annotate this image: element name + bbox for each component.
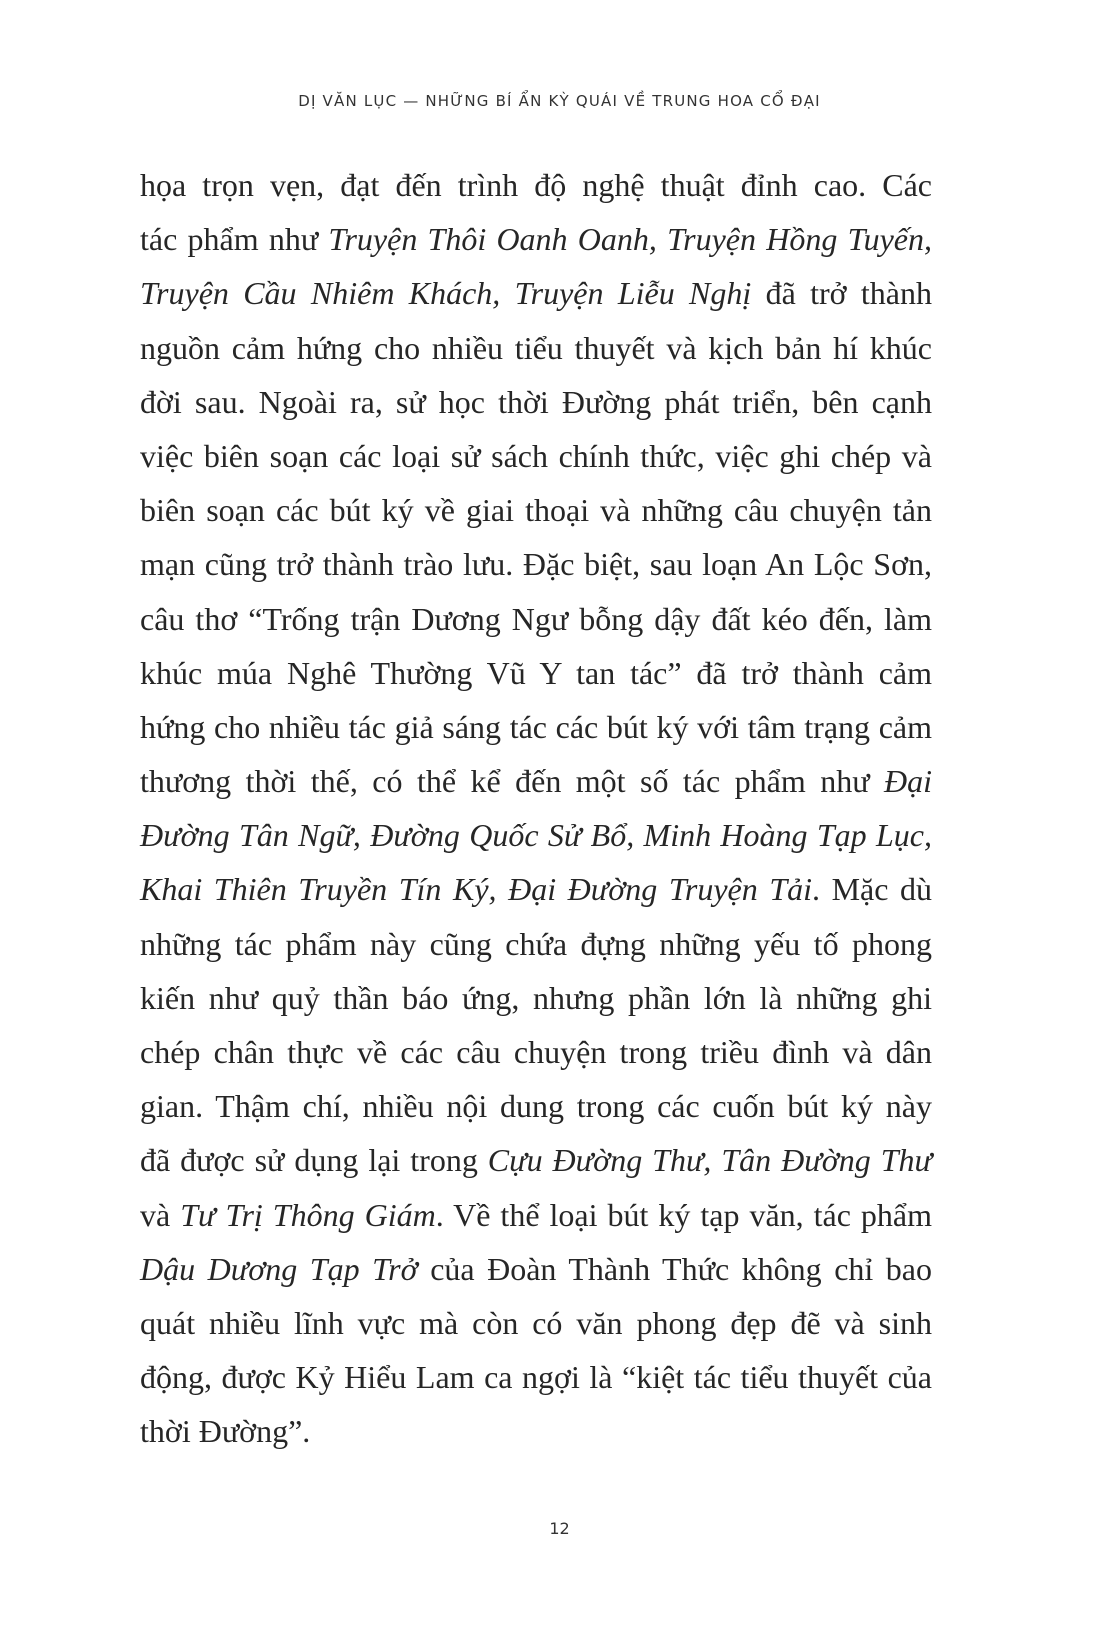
text-run: . Mặc dù xyxy=(812,871,933,908)
italic-title: Truyện Cầu Nhiêm Khách, Truyện Liễu Nghị xyxy=(140,275,752,312)
text-line xyxy=(140,808,932,862)
page-number: 12 xyxy=(549,1519,570,1538)
text-line xyxy=(140,537,932,591)
text-run: của Đoàn Thành Thức không chỉ bao xyxy=(417,1250,933,1287)
text-line xyxy=(140,646,932,700)
italic-title: Cựu Đường Thư, Tân Đường Thư xyxy=(487,1142,933,1179)
italic-title: Tư Trị Thông Giám xyxy=(180,1196,436,1233)
text-line xyxy=(140,1188,932,1242)
text-run: đã được sử dụng lại trong xyxy=(140,1142,488,1179)
text-line xyxy=(140,1133,932,1187)
text-line xyxy=(140,971,932,1025)
text-run: nguồn cảm hứng cho nhiều tiểu thuyết và kịch bản hí khúc xyxy=(140,329,932,366)
text-run: những tác phẩm này cũng chứa đựng những yếu tố phong xyxy=(140,925,932,962)
text-line xyxy=(140,212,932,266)
text-line xyxy=(140,1350,932,1404)
text-run: kiến như quỷ thần báo ứng, nhưng phần lớn là những ghi xyxy=(140,979,932,1016)
text-line xyxy=(140,321,932,375)
text-run: động, được Kỷ Hiểu Lam ca ngợi là “kiệt tác tiểu thuyết của xyxy=(140,1359,932,1396)
italic-title: Dậu Dương Tạp Trở xyxy=(140,1250,418,1287)
text-run: gian. Thậm chí, nhiều nội dung trong các cuốn bút ký này xyxy=(140,1088,932,1125)
text-line xyxy=(140,375,932,429)
text-line xyxy=(140,1242,932,1296)
text-run: . Về thể loại bút ký tạp văn, tác phẩm xyxy=(435,1196,933,1233)
text-run: khúc múa Nghê Thường Vũ Y tan tác” đã trở thành cảm xyxy=(140,654,932,691)
text-line xyxy=(140,1404,932,1458)
text-line xyxy=(140,266,932,320)
text-run: mạn cũng trở thành trào lưu. Đặc biệt, sau loạn An Lộc Sơn, xyxy=(140,546,932,583)
text-line xyxy=(140,862,932,916)
text-run: câu thơ “Trống trận Dương Ngư bỗng dậy đất kéo đến, làm xyxy=(140,600,932,637)
text-run: đã trở thành xyxy=(751,275,933,312)
text-run: tác phẩm như xyxy=(140,221,329,258)
text-run: biên soạn các bút ký về giai thoại và những câu chuyện tản xyxy=(140,492,932,529)
text-run: quát nhiều lĩnh vực mà còn có văn phong đẹp đẽ và sinh xyxy=(140,1304,932,1341)
text-run: thời Đường”. xyxy=(140,1413,311,1450)
running-header: DỊ VĂN LỤC — NHỮNG BÍ ẨN KỲ QUÁI VỀ TRUNG HOA CỔ ĐẠI xyxy=(298,92,821,110)
text-line xyxy=(140,483,932,537)
italic-title: Đường Tân Ngữ, Đường Quốc Sử Bổ, Minh Hoàng Tạp Lục, xyxy=(140,817,932,854)
text-run: đời sau. Ngoài ra, sử học thời Đường phát triển, bên cạnh xyxy=(140,383,932,420)
text-line xyxy=(140,754,932,808)
text-run: và xyxy=(140,1196,181,1233)
text-line xyxy=(140,1296,932,1350)
italic-title: Truyện Thôi Oanh Oanh, Truyện Hồng Tuyến, xyxy=(328,221,933,258)
text-run: họa trọn vẹn, đạt đến trình độ nghệ thuật đỉnh cao. Các xyxy=(140,167,932,203)
text-line xyxy=(140,917,932,971)
text-run: thương thời thế, có thể kể đến một số tác phẩm như xyxy=(140,763,884,800)
italic-title: Khai Thiên Truyền Tín Ký, Đại Đường Truyện Tải xyxy=(140,871,813,908)
text-line xyxy=(140,1025,932,1079)
text-run: chép chân thực về các câu chuyện trong triều đình và dân xyxy=(140,1034,932,1070)
text-line xyxy=(140,592,932,646)
text-run: việc biên soạn các loại sử sách chính thức, việc ghi chép và xyxy=(140,437,932,474)
text-line xyxy=(140,700,932,754)
text-run: hứng cho nhiều tác giả sáng tác các bút ký với tâm trạng cảm xyxy=(140,708,932,745)
text-line xyxy=(140,429,932,483)
text-line xyxy=(140,1079,932,1133)
text-line xyxy=(140,158,932,212)
italic-title: Đại xyxy=(884,763,932,800)
body-paragraph xyxy=(140,158,932,1459)
